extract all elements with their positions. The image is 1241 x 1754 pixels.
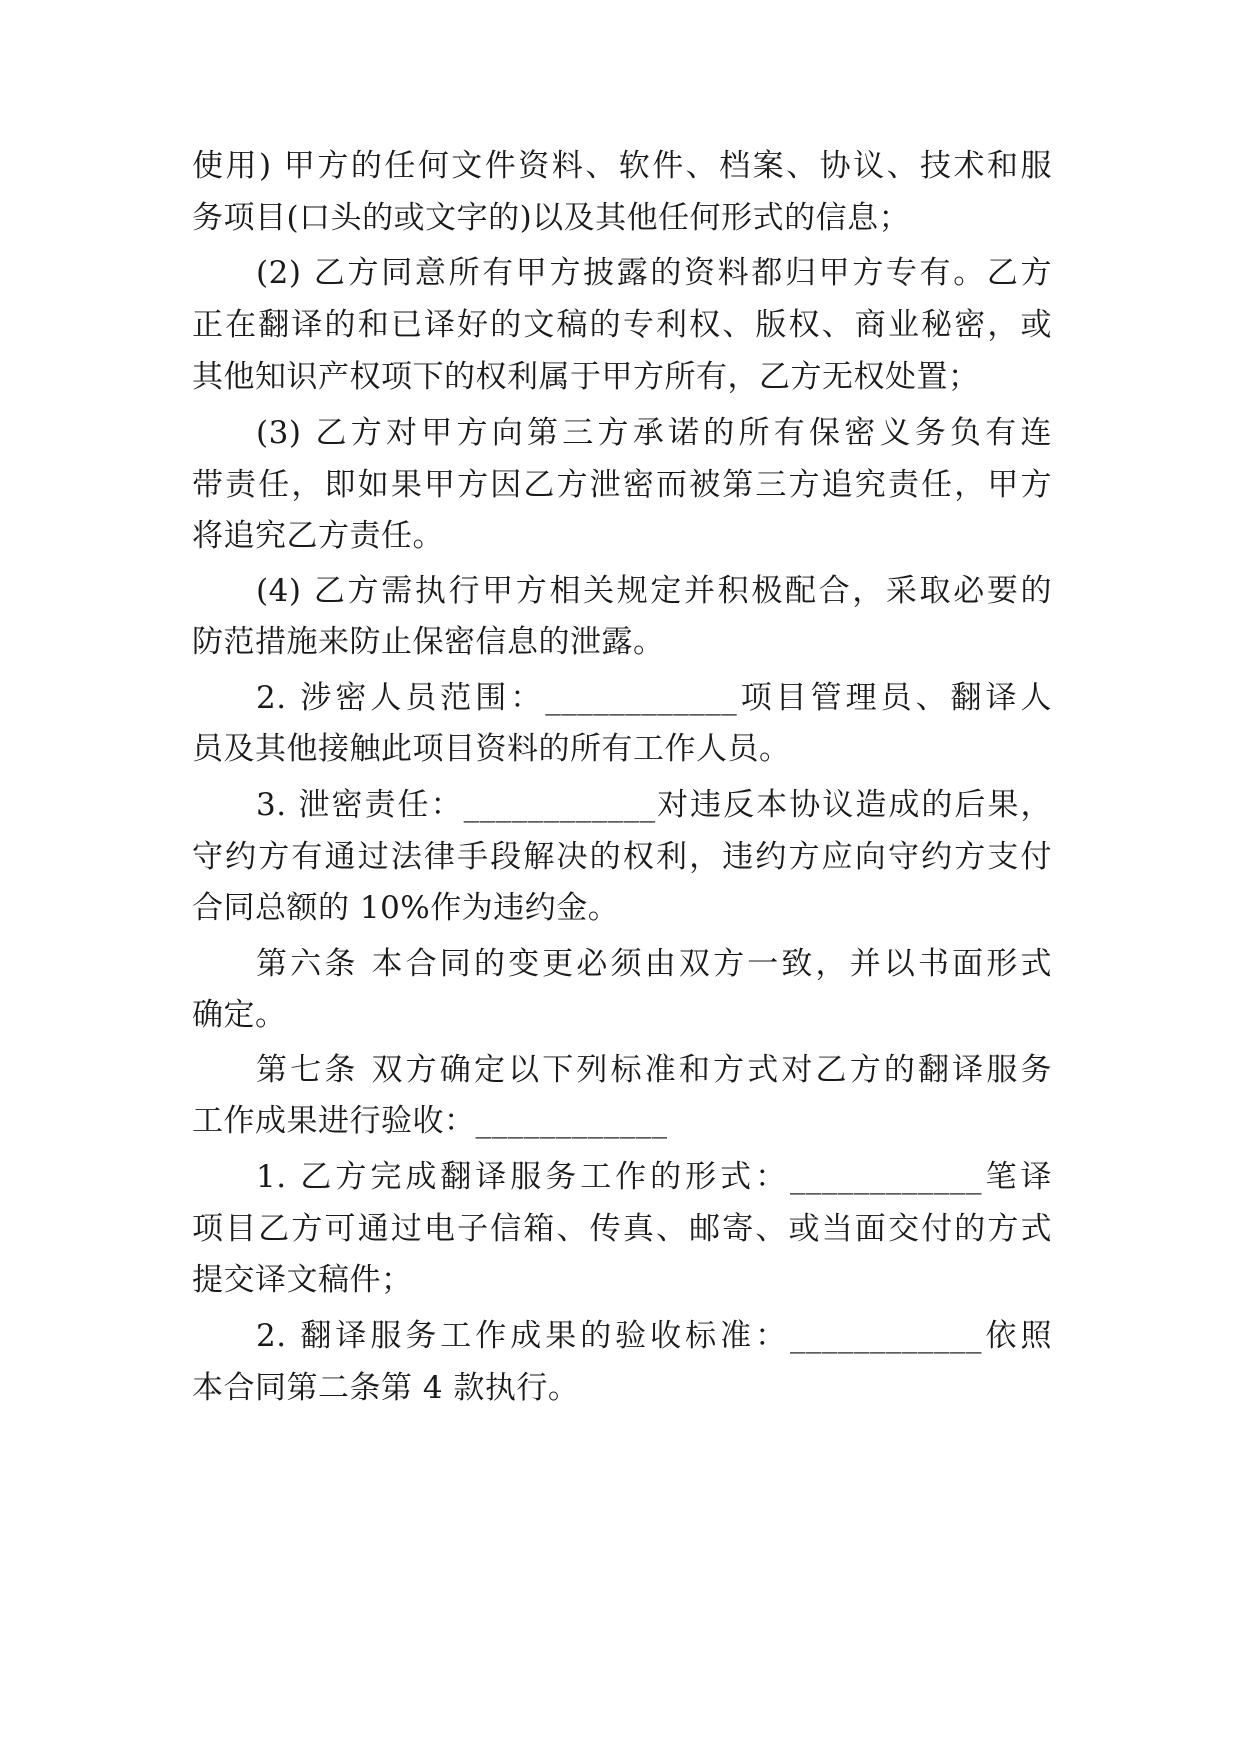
text-line: 务项目(口头的或文字的)以及其他任何形式的信息； <box>192 200 911 236</box>
text-line: 其他知识产权项下的权利属于甲方所有，乙方无权处置； <box>192 359 980 395</box>
text-line: (3) 乙方对甲方向第三方承诺的所有保密义务负有连 <box>256 415 1052 451</box>
text-line: 守约方有通过法律手段解决的权利，违约方应向守约方支付 <box>192 839 1052 875</box>
text-line: 工作成果进行验收：____________ <box>192 1103 668 1139</box>
text-line: 正在翻译的和已译好的文稿的专利权、版权、商业秘密，或 <box>192 307 1052 343</box>
text-line: 使用) 甲方的任何文件资料、软件、档案、协议、技术和服 <box>192 148 1052 184</box>
text-line: 防范措施来防止保密信息的泄露。 <box>192 624 665 660</box>
text-line: 2. 翻译服务工作成果的验收标准：____________依照 <box>256 1318 1052 1354</box>
text-line: 项目乙方可通过电子信箱、传真、邮寄、或当面交付的方式 <box>192 1211 1052 1247</box>
text-line: 2. 涉密人员范围：____________项目管理员、翻译人 <box>256 680 1052 716</box>
text-line: 本合同第二条第 4 款执行。 <box>192 1370 580 1406</box>
text-line: 1. 乙方完成翻译服务工作的形式：____________笔译 <box>256 1159 1052 1195</box>
text-line: 3. 泄密责任：____________对违反本协议造成的后果， <box>256 787 1052 823</box>
text-line: 将追究乙方责任。 <box>192 518 444 554</box>
text-line: 合同总额的 10%作为违约金。 <box>192 890 620 926</box>
text-line: 带责任，即如果甲方因乙方泄密而被第三方追究责任，甲方 <box>192 467 1052 503</box>
text-line: (4) 乙方需执行甲方相关规定并积极配合，采取必要的 <box>256 573 1052 609</box>
text-line: 确定。 <box>192 997 287 1033</box>
text-line: 第六条 本合同的变更必须由双方一致，并以书面形式 <box>256 946 1052 982</box>
text-line: 第七条 双方确定以下列标准和方式对乙方的翻译服务 <box>256 1052 1052 1088</box>
text-line: 提交译文稿件； <box>192 1262 413 1298</box>
text-line: 员及其他接触此项目资料的所有工作人员。 <box>192 731 791 767</box>
text-line: (2) 乙方同意所有甲方披露的资料都归甲方专有。乙方 <box>256 255 1052 291</box>
